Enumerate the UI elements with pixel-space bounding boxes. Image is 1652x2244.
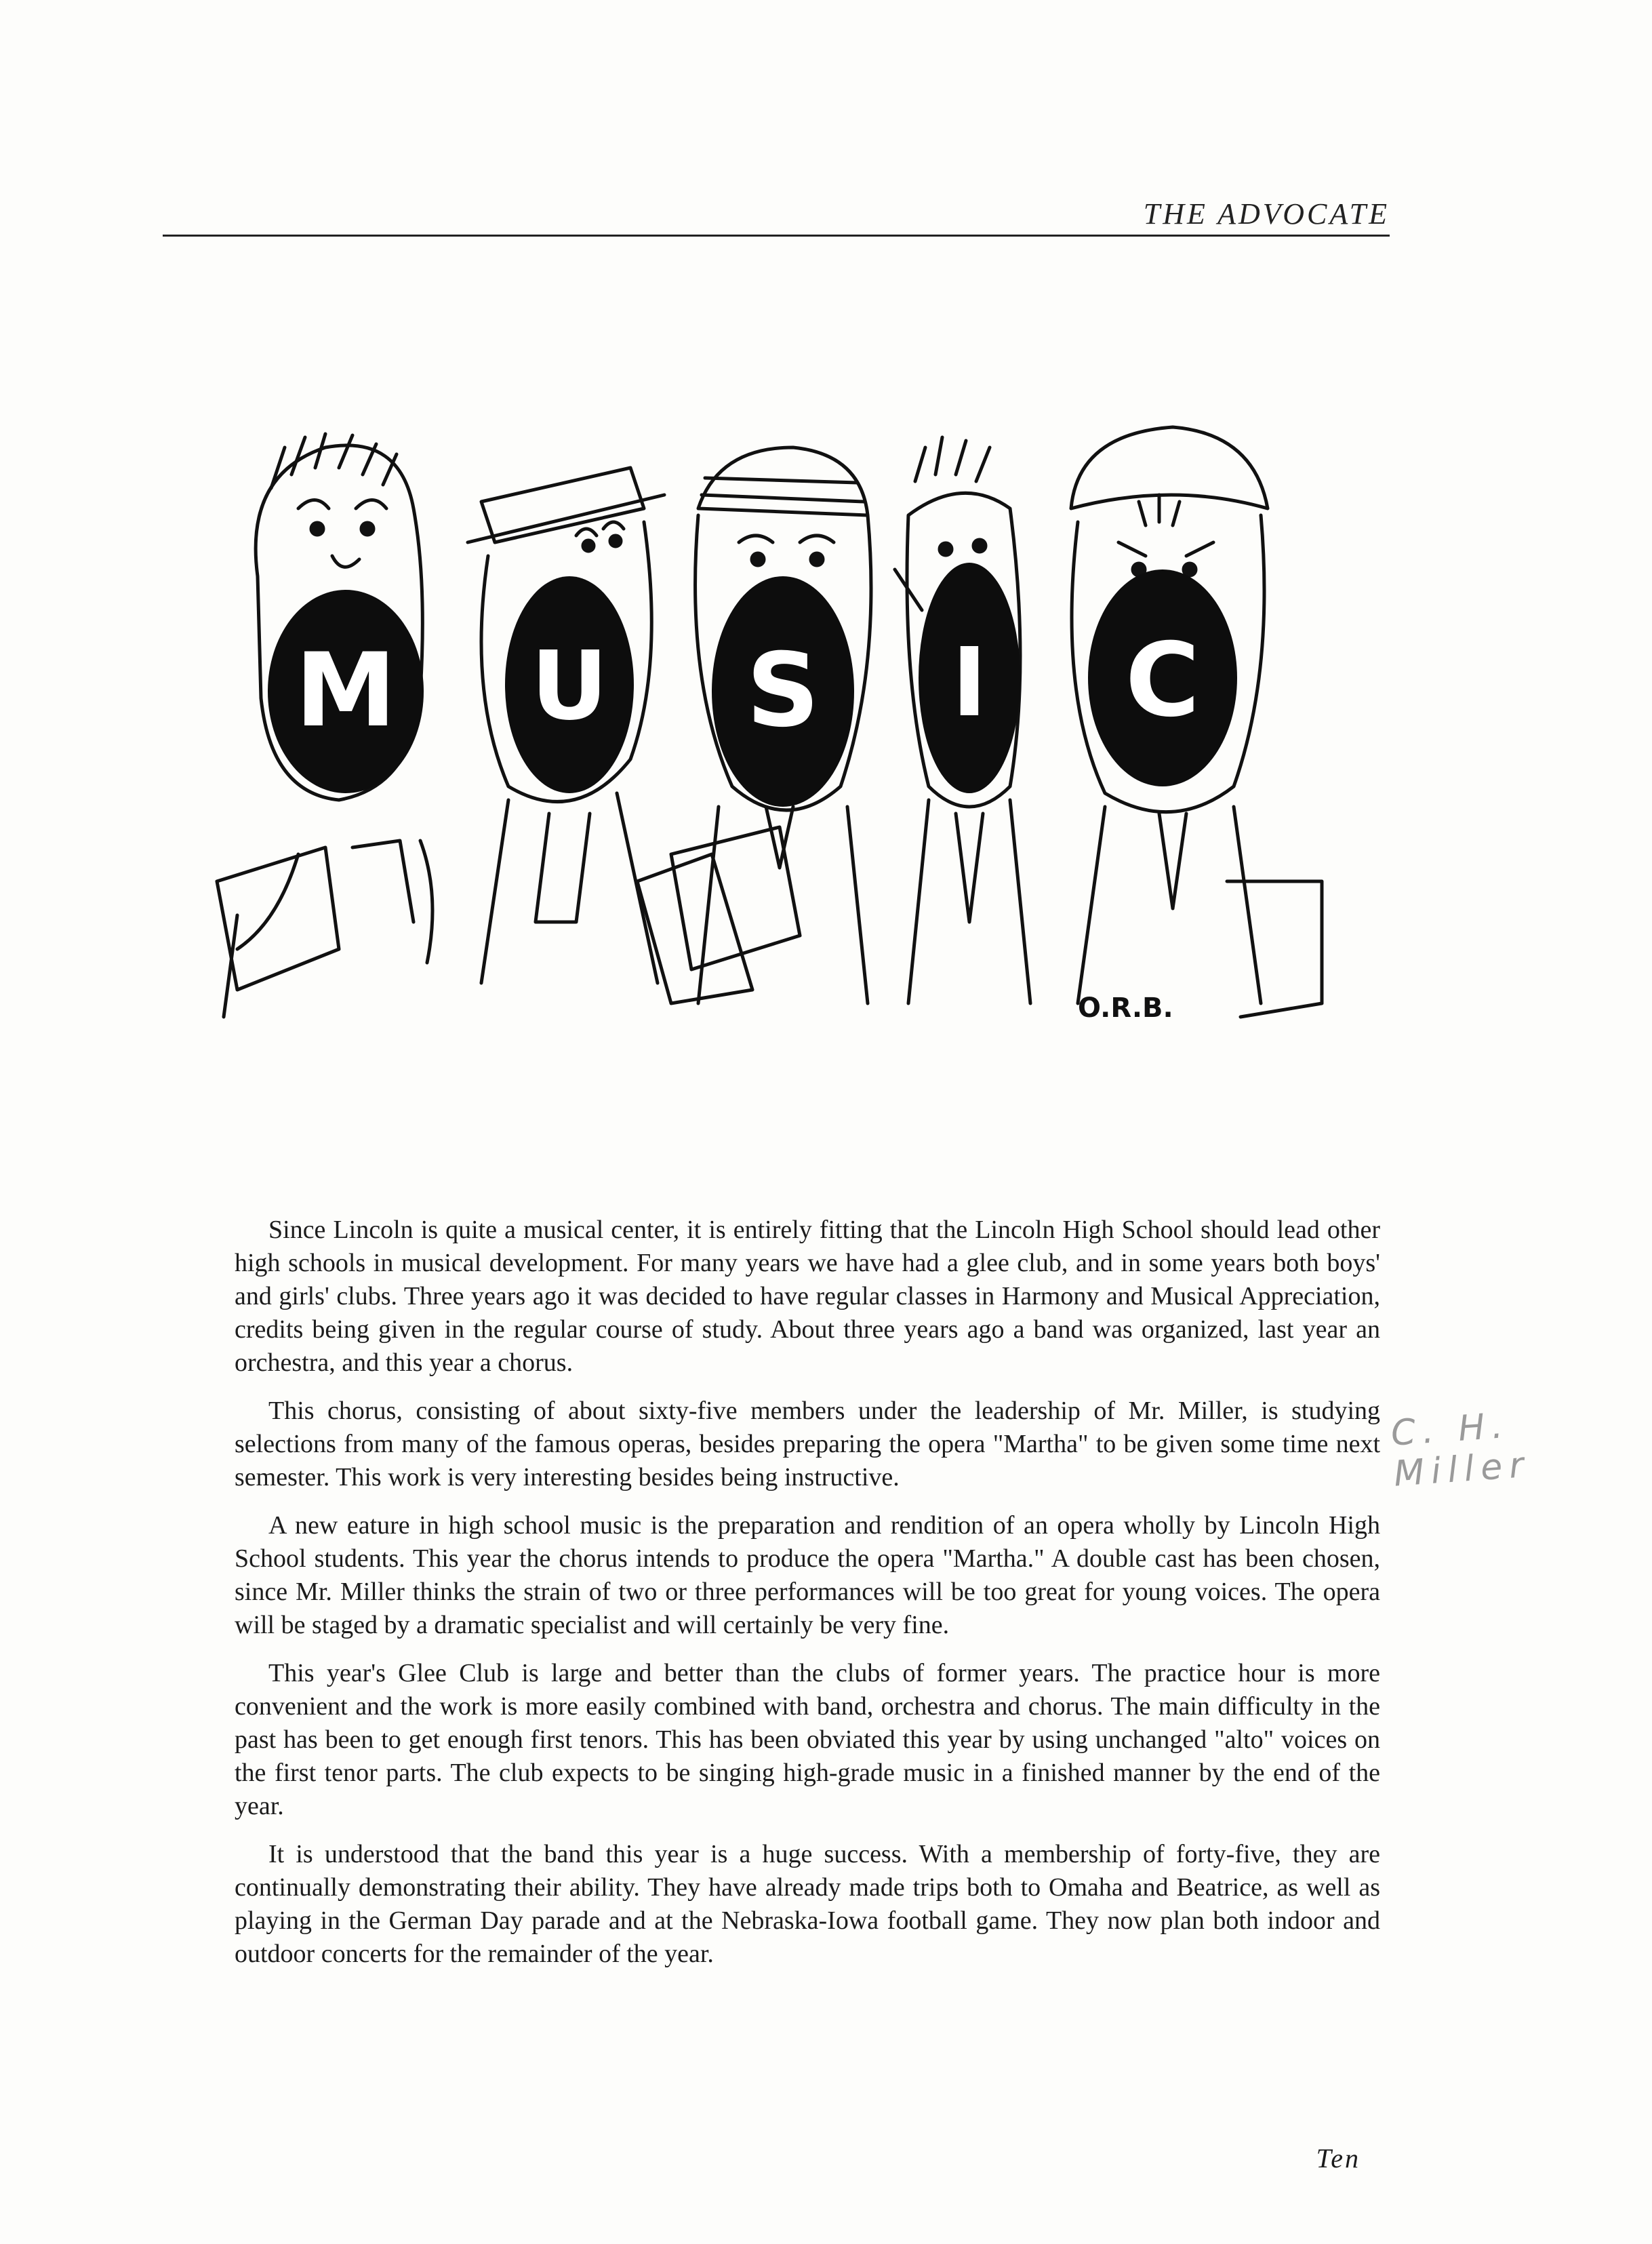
paragraph-3: A new eature in high school music is the preparation and rendition of an opera wholly by Lincoln High School students. This year the chorus intends to produce the opera "Martha." A double cast has been chosen, since Mr. Miller thinks the strain of two or three performances will be too great for young voices. The opera will be staged by a dramatic specialist and will certainly be very fine. <box>235 1511 1380 1639</box>
letter-u: U <box>531 631 608 742</box>
letter-s: S <box>746 632 820 750</box>
header-rule <box>163 235 1390 237</box>
article-body <box>235 1214 1380 1986</box>
letter-i: I <box>951 628 988 738</box>
paragraph-2: This chorus, consisting of about sixty-five members under the leadership of Mr. Miller, is studying selections from many of the famous operas, besides preparing the opera "Martha" to be given some time next semester. This work is very interesting besides being instructive. <box>235 1397 1380 1491</box>
music-cartoon-illustration <box>197 407 1390 1058</box>
handwritten-annotation: C. H. Miller <box>1390 1405 1532 1495</box>
publication-title: THE ADVOCATE <box>1143 197 1390 231</box>
letter-c: C <box>1125 622 1201 740</box>
paragraph-5: It is understood that the band this year is a huge success. With a membership of forty-five, they are continually demonstrating their ability. They have already made trips both to Omaha and Beatrice, as well as playing in the German Day parade and at the Nebraska-Iowa football game. They now plan both indoor and outdoor concerts for the remainder of the year. <box>235 1840 1380 1968</box>
letter-m: M <box>295 632 397 750</box>
paragraph-4: This year's Glee Club is large and better than the clubs of former years. The practice hour is more convenient and the work is more easily combined with band, orchestra and chorus. The main difficulty in the past has been to get enough first tenors. This has been obviated this year by using unchanged "alto" voices on the first tenor parts. The club expects to be singing high-grade music in a finished manner by the end of the year. <box>235 1659 1380 1820</box>
artist-signature: O.R.B. <box>1078 993 1173 1024</box>
page-header <box>163 197 1390 237</box>
page-number: Ten <box>1316 2143 1361 2173</box>
paragraph-1: Since Lincoln is quite a musical center, it is entirely fitting that the Lincoln High School should lead other high schools in musical development. For many years we have had a glee club, and in some years both boys' and girls' clubs. Three years ago it was decided to have regular classes in Harmony and Musical Appreciation, credits being given in the regular course of study. About three years ago a band was organized, last year an orchestra, and this year a chorus. <box>235 1216 1380 1377</box>
